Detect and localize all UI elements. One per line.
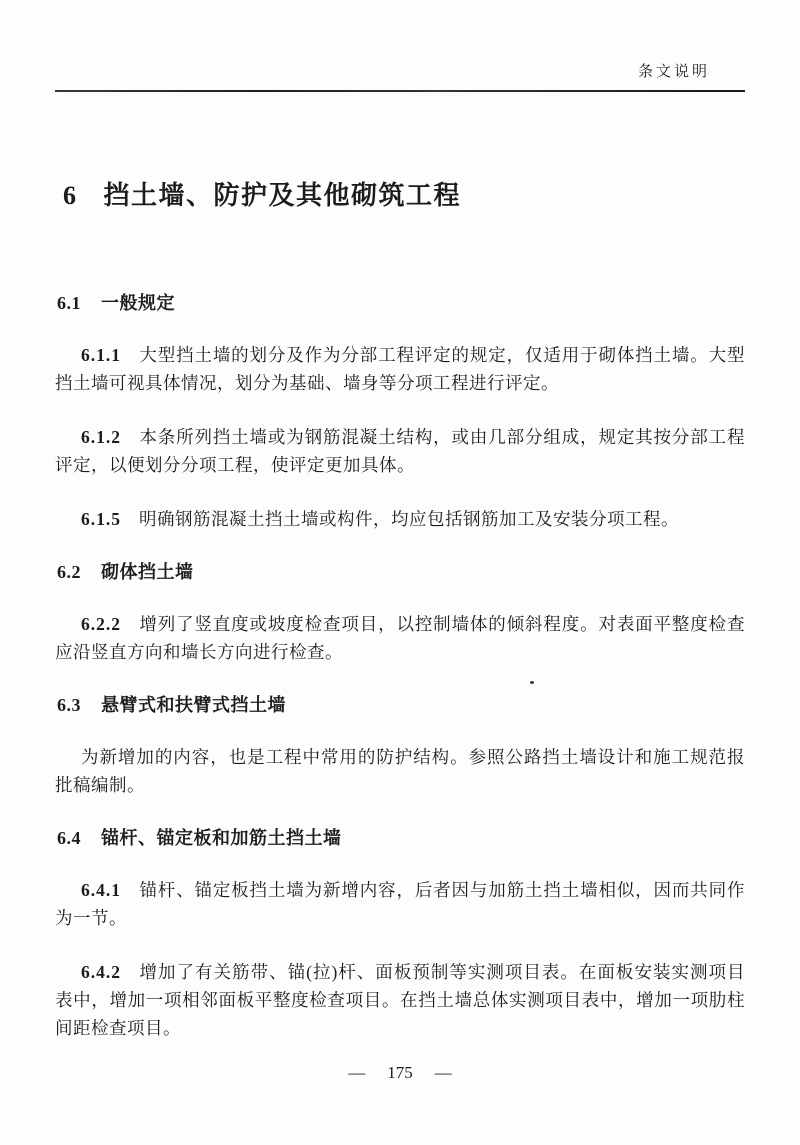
section-number: 6.3 [57, 695, 81, 715]
clause-text: 本条所列挡土墙或为钢筋混凝土结构，或由几部分组成，规定其按分部工程评定，以便划分分项工程，使评定更加具体。 [55, 427, 745, 475]
clause-paragraph-6-1-2 [55, 423, 745, 479]
clause-paragraph-6-4-2 [55, 958, 745, 1042]
footer-dash-left: — [348, 1063, 366, 1082]
clause-text: 为新增加的内容，也是工程中常用的防护结构。参照公路挡土墙设计和施工规范报批稿编制。 [55, 747, 745, 795]
section-heading-6-1 [57, 292, 745, 315]
clause-text: 增加了有关筋带、锚(拉)杆、面板预制等实测项目表。在面板安装实测项目表中，增加一项相邻面板平整度检查项目。在挡土墙总体实测项目表中，增加一项肋柱间距检查项目。 [55, 962, 745, 1038]
section-title: 悬臂式和扶臂式挡土墙 [101, 695, 286, 715]
section-heading-6-3 [57, 694, 745, 717]
section-title: 砌体挡土墙 [101, 562, 194, 582]
section-number: 6.2 [57, 562, 81, 582]
page-header [55, 0, 745, 81]
body-paragraph-6-3 [55, 743, 745, 799]
chapter-title-text: 挡土墙、防护及其他砌筑工程 [103, 181, 462, 210]
header-rule [55, 90, 745, 92]
clause-text: 明确钢筋混凝土挡土墙或构件，均应包括钢筋加工及安装分项工程。 [139, 509, 679, 529]
clause-paragraph-6-1-1 [55, 341, 745, 397]
clause-paragraph-6-2-2 [55, 610, 745, 666]
clause-text: 大型挡土墙的划分及作为分部工程评定的规定，仅适用于砌体挡土墙。大型挡土墙可视具体情况，划分为基础、墙身等分项工程进行评定。 [55, 345, 745, 393]
clause-text: 增列了竖直度或坡度检查项目，以控制墙体的倾斜程度。对表面平整度检查应沿竖直方向和墙长方向进行检查。 [55, 614, 745, 662]
clause-text: 锚杆、锚定板挡土墙为新增内容，后者因与加筋土挡土墙相似，因而共同作为一节。 [55, 880, 745, 928]
scan-artifact-dot [530, 681, 534, 684]
section-heading-6-2 [57, 561, 745, 584]
clause-number: 6.1.2 [81, 427, 121, 447]
clause-number: 6.2.2 [81, 614, 121, 634]
section-number: 6.4 [57, 828, 81, 848]
clause-number: 6.1.1 [81, 345, 121, 365]
section-title: 锚杆、锚定板和加筋土挡土墙 [101, 828, 342, 848]
section-heading-6-4 [57, 827, 745, 850]
page-footer [0, 1063, 800, 1083]
clause-paragraph-6-4-1 [55, 876, 745, 932]
clause-number: 6.4.2 [81, 962, 121, 982]
section-number: 6.1 [57, 293, 81, 313]
page-number: 175 [387, 1063, 413, 1082]
chapter-number: 6 [63, 181, 78, 210]
clause-number: 6.4.1 [81, 880, 121, 900]
clause-number: 6.1.5 [81, 509, 121, 529]
clause-paragraph-6-1-5 [55, 505, 745, 533]
chapter-title [63, 180, 745, 212]
section-title: 一般规定 [101, 293, 175, 313]
footer-dash-right: — [434, 1063, 452, 1082]
running-head: 条文说明 [637, 64, 710, 80]
